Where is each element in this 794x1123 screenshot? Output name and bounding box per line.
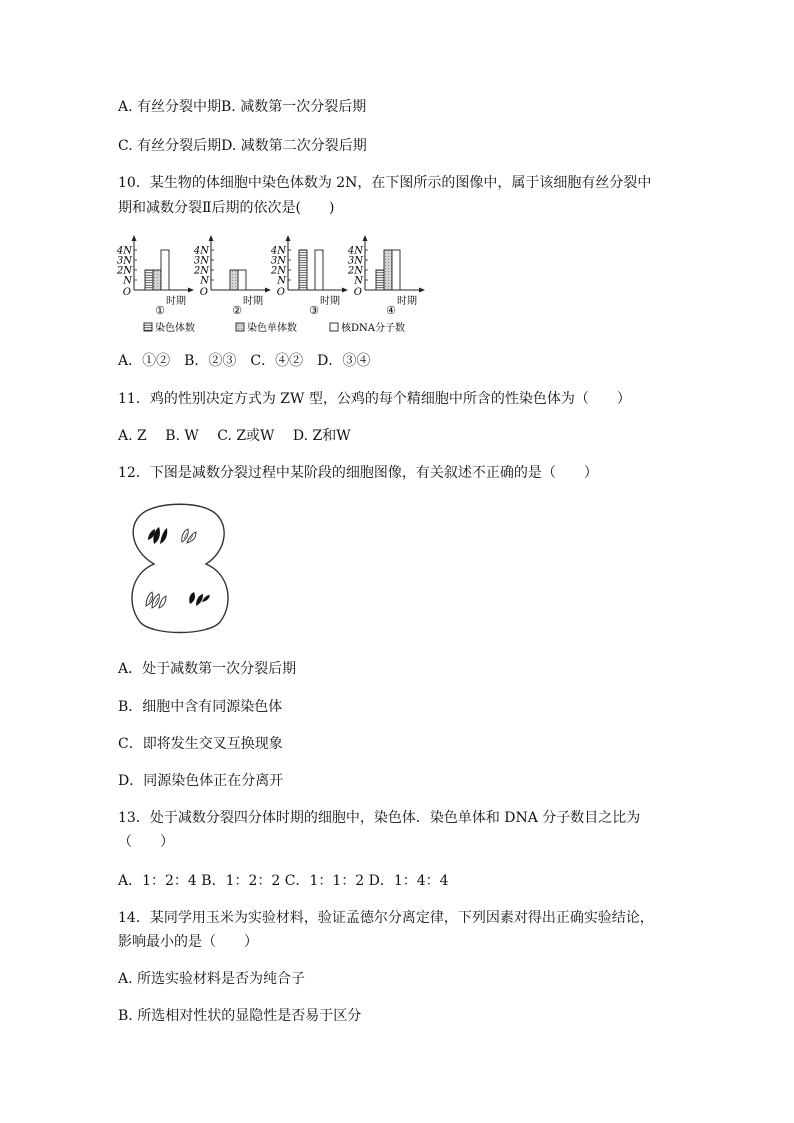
panel-label: ④ [386, 304, 396, 317]
y-tick-label: 3N [347, 255, 363, 267]
panel-label: ② [232, 304, 242, 317]
y-tick-label: N [354, 275, 363, 287]
q10-stem-line1: 10．某生物的体细胞中染色体数为 2N，在下图所示的图像中，属于该细胞有丝分裂中 [118, 175, 652, 191]
y-tick-label: N [200, 275, 209, 287]
bar-1 [145, 270, 153, 290]
x-axis-arrow-icon [342, 288, 348, 293]
x-axis-arrow-icon [188, 288, 194, 293]
origin-label: O [199, 287, 208, 298]
bar-2 [153, 270, 161, 290]
bar-1 [376, 270, 384, 290]
legend-swatch [144, 323, 152, 331]
bar-3 [161, 250, 169, 290]
y-tick-label: 4N [347, 245, 363, 257]
q12-option-b: B．细胞中含有同源染色体 [118, 699, 283, 715]
legend-label: 核DNA分子数 [341, 323, 405, 334]
q13-stem-line2: （ ） [118, 834, 174, 850]
q12-option-c: C．即将发生交叉互换现象 [118, 736, 283, 752]
bar-2 [230, 270, 238, 290]
x-axis-label: 时期 [397, 296, 417, 307]
y-tick-label: N [123, 275, 132, 287]
y-tick-label: 4N [116, 245, 132, 257]
bar-2 [384, 250, 392, 290]
legend-label: 染色单体数 [247, 323, 297, 334]
y-axis-arrow-icon [363, 235, 368, 241]
origin-label: O [276, 287, 285, 298]
q10-options: A．①② B．②③ C．④② D．③④ [118, 353, 371, 369]
y-tick-label: 3N [270, 255, 286, 267]
q11-stem: 11．鸡的性别决定方式为 ZW 型，公鸡的每个精细胞中所含的性染色体为（ ） [118, 391, 631, 407]
panel-label: ③ [309, 304, 319, 317]
y-tick-label: N [277, 275, 286, 287]
origin-label: O [353, 287, 362, 298]
q9-options-ab: A. 有丝分裂中期B. 减数第一次分裂后期 [118, 99, 367, 115]
y-tick-label: 3N [116, 255, 132, 267]
legend-label: 染色体数 [155, 323, 195, 334]
panel-label: ① [155, 304, 165, 317]
x-axis-label: 时期 [166, 296, 186, 307]
q13-options: A．1：2：4 B．1：2：2 C．1：1：2 D．1：4：4 [118, 873, 449, 889]
q11-options: A. Z B. W C. Z或W D. Z和W [118, 428, 351, 444]
chart-panel-4 [347, 235, 425, 317]
q12-option-a: A．处于减数第一次分裂后期 [118, 661, 297, 677]
q10-stem-line2: 期和减数分裂Ⅱ后期的依次是( ) [118, 200, 335, 216]
q12-stem: 12．下图是减数分裂过程中某阶段的细胞图像，有关叙述不正确的是（ ） [118, 465, 598, 481]
q12-cell-diagram [124, 502, 236, 638]
legend-swatch [330, 323, 338, 331]
y-tick-label: 3N [193, 255, 209, 267]
y-tick-label: 4N [193, 245, 209, 257]
y-axis-arrow-icon [286, 235, 291, 241]
x-axis-label: 时期 [243, 296, 263, 307]
y-tick-label: 4N [270, 245, 286, 257]
y-axis-arrow-icon [132, 235, 137, 241]
q14-stem-line1: 14．某同学用玉米为实验材料，验证孟德尔分离定律，下列因素对得出正确实验结论， [118, 910, 654, 926]
chart-panel-1 [116, 235, 194, 317]
q14-stem-line2: 影响最小的是（ ） [118, 934, 258, 950]
q14-option-b: B. 所选相对性状的显隐性是否易于区分 [118, 1008, 362, 1024]
bar-3 [315, 250, 323, 290]
q9-options-cd: C. 有丝分裂后期D. 减数第二次分裂后期 [118, 138, 367, 154]
x-axis-arrow-icon [419, 288, 425, 293]
q14-option-a: A. 所选实验材料是否为纯合子 [118, 971, 306, 987]
x-axis-arrow-icon [265, 288, 271, 293]
bar-3 [392, 250, 400, 290]
chart-panel-2 [193, 235, 271, 317]
y-axis-arrow-icon [209, 235, 214, 241]
y-tick-label: 2N [116, 265, 132, 277]
chart-panel-3 [270, 235, 348, 317]
bar-3 [238, 270, 246, 290]
legend-swatch [236, 323, 244, 331]
bar-1 [299, 250, 307, 290]
q12-option-d: D．同源染色体正在分离开 [118, 773, 284, 789]
y-tick-label: 2N [347, 265, 363, 277]
q10-bar-chart-figure [114, 234, 444, 338]
q13-stem-line1: 13．处于减数分裂四分体时期的细胞中，染色体．染色单体和 DNA 分子数目之比为 [118, 810, 641, 826]
origin-label: O [122, 287, 131, 298]
x-axis-label: 时期 [320, 296, 340, 307]
y-tick-label: 2N [193, 265, 209, 277]
y-tick-label: 2N [270, 265, 286, 277]
